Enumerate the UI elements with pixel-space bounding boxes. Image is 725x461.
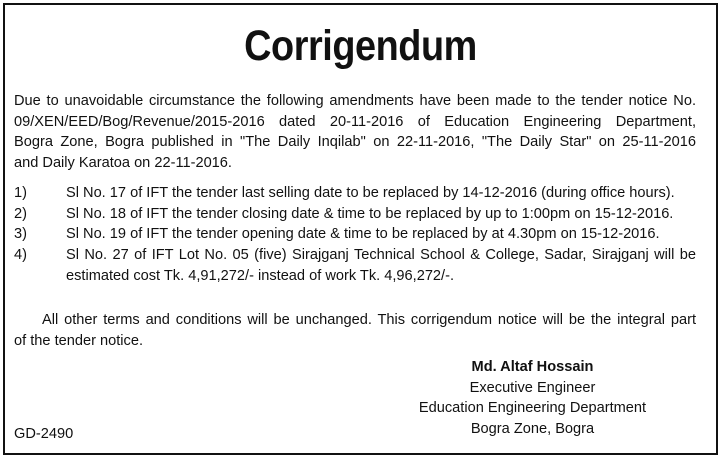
amendment-list (14, 183, 696, 287)
signatory-location: Bogra Zone, Bogra (470, 420, 595, 437)
amendment-text: Sl No. 18 of IFT the tender closing date & time to be replaced by up to 1:00pm on 15-12-2016. (66, 205, 674, 222)
amendment-item (14, 245, 696, 286)
intro-line: and Daily Karatoa on 22-11-2016. (14, 155, 232, 172)
intro-paragraph (14, 91, 696, 174)
closing-paragraph (14, 310, 696, 351)
amendment-text: Sl No. 19 of IFT the tender opening date & time to be replaced by at 4.30pm on 15-12-2016. (66, 226, 660, 243)
signatory-designation: Executive Engineer (469, 379, 596, 396)
signatory-name: Md. Altaf Hossain (471, 359, 594, 375)
signatory-department: Education Engineering Department (418, 400, 647, 416)
notice-title: Corrigendum (244, 22, 477, 70)
closing-line: of the tender notice. (14, 332, 143, 349)
amendment-number: 2) (14, 205, 27, 222)
amendment-number: 1) (14, 185, 27, 201)
intro-line: 09/XEN/EED/Bog/Revenue/2015-2016 dated 20-11-2016 of Education Engineering Department, (14, 113, 696, 130)
amendment-item (14, 224, 696, 245)
amendment-number: 3) (14, 226, 27, 243)
amendment-text: estimated cost Tk. 4,91,272/- instead of work Tk. 4,96,272/-. (66, 267, 455, 284)
intro-line: Bogra Zone, Bogra published in "The Daily Inqilab" on 22-11-2016, "The Daily Star" on 25-11-2016 (14, 134, 696, 151)
amendment-text: Sl No. 17 of IFT the tender last selling date to be replaced by 14-12-2016 (during office hours). (66, 185, 675, 201)
signature-block (380, 357, 685, 439)
notice-code: GD-2490 (14, 426, 74, 442)
closing-line: All other terms and conditions will be unchanged. This corrigendum notice will be the integral part (42, 312, 696, 328)
amendment-item (14, 183, 696, 204)
amendment-item (14, 204, 696, 225)
amendment-number: 4) (14, 247, 27, 264)
intro-line: Due to unavoidable circumstance the following amendments have been made to the tender notice No. (14, 93, 696, 109)
amendment-text: Sl No. 27 of IFT Lot No. 05 (five) Sirajganj Technical School & College, Sadar, Sirajganj will be (66, 247, 696, 264)
